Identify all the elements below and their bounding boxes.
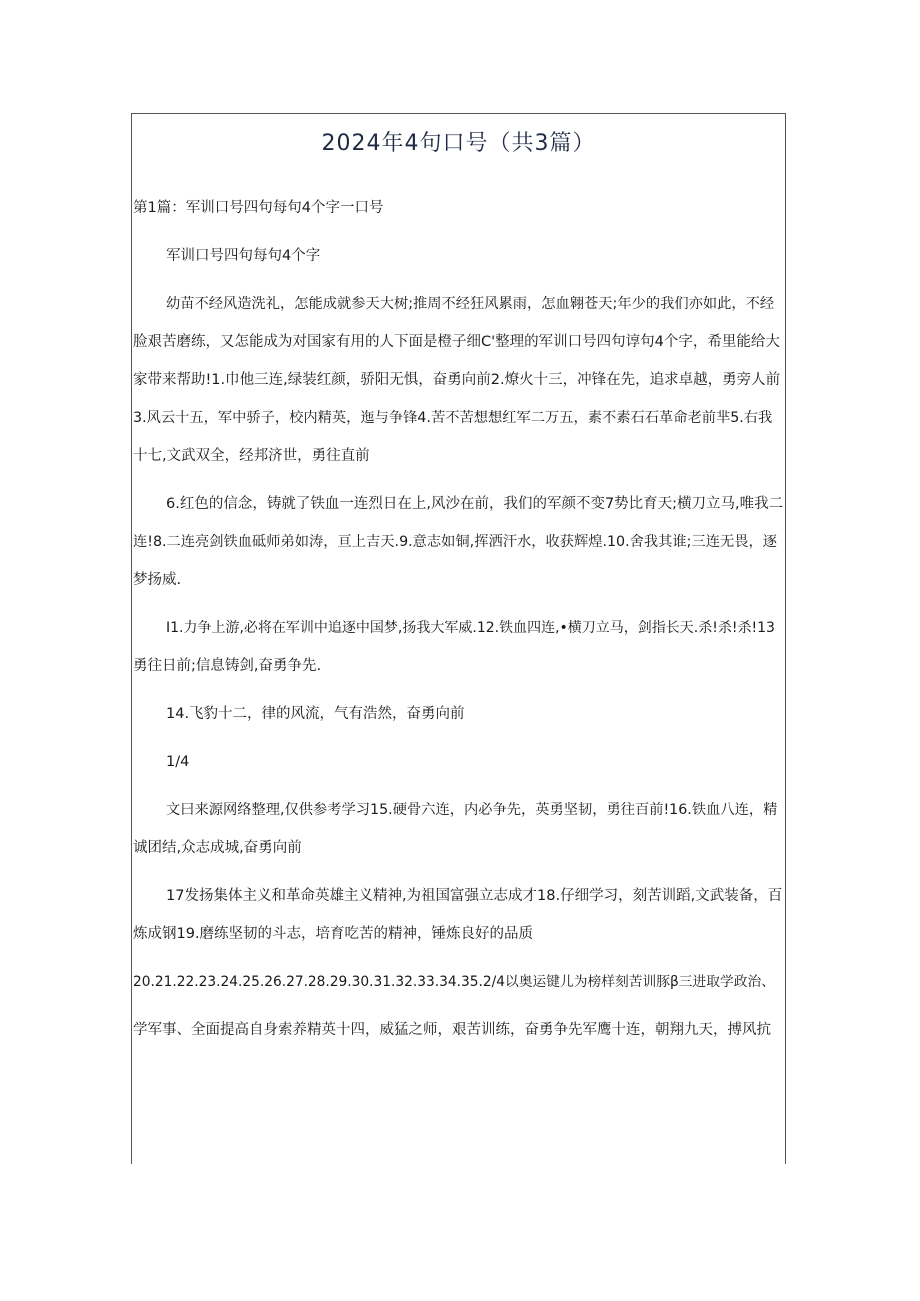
paragraph-line: 学军事、全面提高自身索养精英十四，威猛之师，艰苦训练，奋勇争先军鹰十连，朝翔九天，搏风抗 — [133, 1022, 771, 1038]
paragraph-line: 勇往日前;信息铸剑,奋勇争先. — [133, 658, 322, 674]
document-title: 2024年4句口号（共3篇） — [321, 131, 596, 156]
paragraph-line: I1.力争上游,必将在军训中追逐中国梦,扬我大军威.12.铁血四连,•横刀立马，剑指长天.杀!杀!杀!13 — [166, 620, 775, 636]
paragraph-line: 连!8.二连亮剑铁血砥师弟如涛，亘上吉天.9.意志如铜,挥洒汗水，收获辉煌.10.舍我其谁;三连无畏，逐 — [133, 534, 777, 550]
paragraph-line: 17发扬集体主义和革命英雄主义精神,为祖国富强立志成才18.仔细学习，刻苦训蹈,文武装备，百 — [166, 888, 783, 904]
paragraph-line: 十七,文武双全，经邦济世，勇往直前 — [133, 448, 370, 464]
paragraph-line: 14.飞豹十二，律的风流，气有浩然，奋勇向前 — [166, 706, 465, 722]
paragraph-line: 6.红色的信念，铸就了铁血一连烈日在上,风沙在前，我们的军颜不变7势比育天;横刀立马,唯我二 — [166, 496, 784, 512]
paragraph-line: 家带来帮助!1.巾他三连,绿装红颜，骄阳无惧，奋勇向前2.燎火十三，冲锋在先，追求卓越，勇旁人前 — [133, 372, 781, 388]
paragraph-line: 诚团结,众志成城,奋勇向前 — [133, 840, 302, 856]
section-heading: 第1篇：军训口号四句每句4个字一口号 — [133, 200, 384, 216]
paragraph-line: 军训口号四句每句4个字 — [166, 248, 321, 264]
paragraph-line: 文曰来源网络整理,仅供参考学习15.硬骨六连，内必争先，英勇坚韧，勇往百前!16.铁血八连，精 — [166, 802, 778, 818]
paragraph-line: 20.21.22.23.24.25.26.27.28.29.30.31.32.33.34.35.2/4以奥运键儿为榜样刻苦训豚β三进取学政治、 — [133, 974, 776, 990]
paragraph-line: 3.风云十五，军中骄子，校内精英，迤与争锋4.苦不苦想想红军二万五，素不素石石革命老前芈5.右我 — [133, 410, 773, 426]
paragraph-line: 炼成钢19.磨练坚韧的斗志，培育吃苦的精神，锤炼良好的品质 — [133, 926, 534, 942]
paragraph-line: 脸艰苦磨练，又怎能成为对国家有用的人下面是橙子细C'整理的军训口号四句谆句4个字，希里能给大 — [133, 334, 780, 350]
paragraph-line: 梦扬威. — [133, 572, 182, 588]
page-number: 1/4 — [166, 754, 190, 770]
document-page — [131, 113, 786, 1164]
paragraph-line: 幼苗不经风造洗礼，怎能成就参天大树;推周不经狂风累雨，怎血翱苍天;年少的我们亦如此，不经 — [166, 296, 775, 312]
